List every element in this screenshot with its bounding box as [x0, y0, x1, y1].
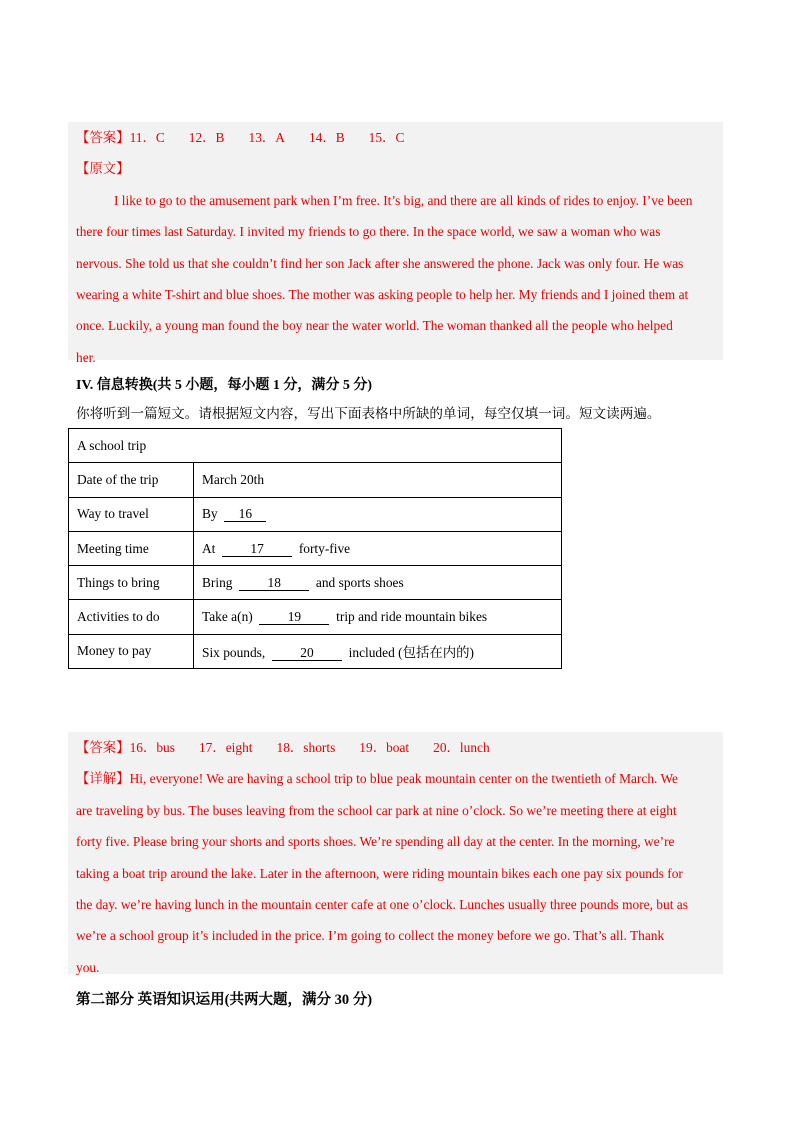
value-text: Bring: [202, 574, 233, 590]
transcript-line: nervous. She told us that she couldn’t find her son Jack after she answered the phone. Jack was only four. He was: [76, 255, 684, 271]
row-value: [194, 634, 562, 668]
row-value: [194, 531, 562, 565]
row-value: [194, 463, 562, 497]
value-text: Six pounds,: [202, 644, 266, 660]
detail-line: we’re a school group it’s included in the price. I’m going to collect the money before we go. That’s all. Thank: [76, 928, 665, 944]
answer-item: 12．B: [188, 130, 225, 145]
section-instruction: 你将听到一篇短文。请根据短文内容，写出下面表格中所缺的单词，每空仅填一词。短文读两遍。: [76, 406, 661, 421]
answer-item: 19．boat: [359, 740, 410, 755]
answer-box-listening: [68, 122, 723, 365]
detail-line: the day. we’re having lunch in the mountain center cafe at one o’clock. Lunches usually three pounds more, but as: [76, 897, 688, 913]
answer-item: 13．A: [248, 130, 285, 145]
answer-item: 20．lunch: [433, 740, 490, 755]
detail-line: you.: [76, 959, 100, 975]
row-label: Date of the trip: [69, 463, 194, 497]
answer-item: 15．C: [368, 130, 405, 145]
transcript-line: her.: [76, 349, 96, 365]
value-text: trip and ride mountain bikes: [336, 609, 488, 625]
detail-line: Hi, everyone! We are having a school trip to blue peak mountain center on the twentieth of March. We: [129, 771, 678, 787]
answer-line: [76, 122, 723, 153]
row-label: Way to travel: [69, 497, 194, 531]
value-text: and sports shoes: [315, 574, 404, 590]
row-label: Meeting time: [69, 531, 194, 565]
answer-label: 【答案】: [76, 740, 130, 755]
transcript-line: there four times last Saturday. I invited my friends to go there. In the space world, we saw a woman who was: [76, 224, 661, 240]
answer-blank: 17: [222, 542, 292, 557]
table-row: [69, 497, 562, 531]
value-text: forty-five: [298, 540, 351, 556]
answer-item: 17．eight: [198, 740, 253, 755]
row-label: Money to pay: [69, 634, 194, 668]
table-row: [69, 531, 562, 565]
value-text: March 20th: [202, 471, 265, 487]
answer-label: 【答案】: [76, 130, 130, 145]
answer-blank: 19: [259, 610, 329, 625]
table-row: [69, 634, 562, 668]
value-text: Take a(n): [202, 609, 253, 625]
value-text: included (包括在内的): [348, 644, 474, 660]
table-row: [69, 566, 562, 600]
detail-line: forty five. Please bring your shorts and sports shoes. We’re spending all day at the center. In the morning, we’re: [76, 834, 675, 850]
detail-first-line: [76, 763, 723, 794]
answer-item: 16．bus: [129, 740, 175, 755]
row-label: Things to bring: [69, 566, 194, 600]
transcript-line: I like to go to the amusement park when I’m free. It’s big, and there are all kinds of rides to enjoy. I’ve been: [114, 192, 693, 208]
section-heading: IV. 信息转换(共 5 小题，每小题 1 分，满分 5 分): [76, 378, 373, 393]
answer-item: 14．B: [308, 130, 345, 145]
part-heading: 第二部分 英语知识运用(共两大题，满分 30 分): [76, 992, 373, 1008]
answer-item: 18．shorts: [276, 740, 336, 755]
detail-label: 【详解】: [76, 771, 130, 787]
table-row: [69, 463, 562, 497]
table-title: A school trip: [69, 429, 562, 463]
detail-line: are traveling by bus. The buses leaving from the school car park at nine o’clock. So we’re meeting there at eight: [76, 802, 677, 818]
row-value: [194, 600, 562, 634]
detail-line: taking a boat trip around the lake. Later in the afternoon, were riding mountain bikes each one pay six pounds for: [76, 865, 683, 881]
row-value: [194, 566, 562, 600]
answer-blank: 18: [239, 576, 309, 591]
transcript-line: wearing a white T-shirt and blue shoes. The mother was asking people to help her. My friends and I joined them at: [76, 287, 689, 303]
value-text: At: [202, 540, 216, 556]
transcript-line: once. Luckily, a young man found the boy near the water world. The woman thanked all the people who helped: [76, 318, 673, 334]
value-text: By: [202, 506, 218, 522]
transcript-label: 【原文】: [76, 161, 130, 177]
answer-blank: 20: [272, 646, 342, 661]
table-row: [69, 600, 562, 634]
answer-item: 11．C: [129, 130, 165, 145]
school-trip-table: [68, 428, 562, 669]
answer-box-info: [68, 732, 723, 974]
answer-blank: 16: [224, 507, 266, 522]
answer-line: [76, 732, 723, 763]
table-title-row: [69, 429, 562, 463]
row-label: Activities to do: [69, 600, 194, 634]
row-value: [194, 497, 562, 531]
